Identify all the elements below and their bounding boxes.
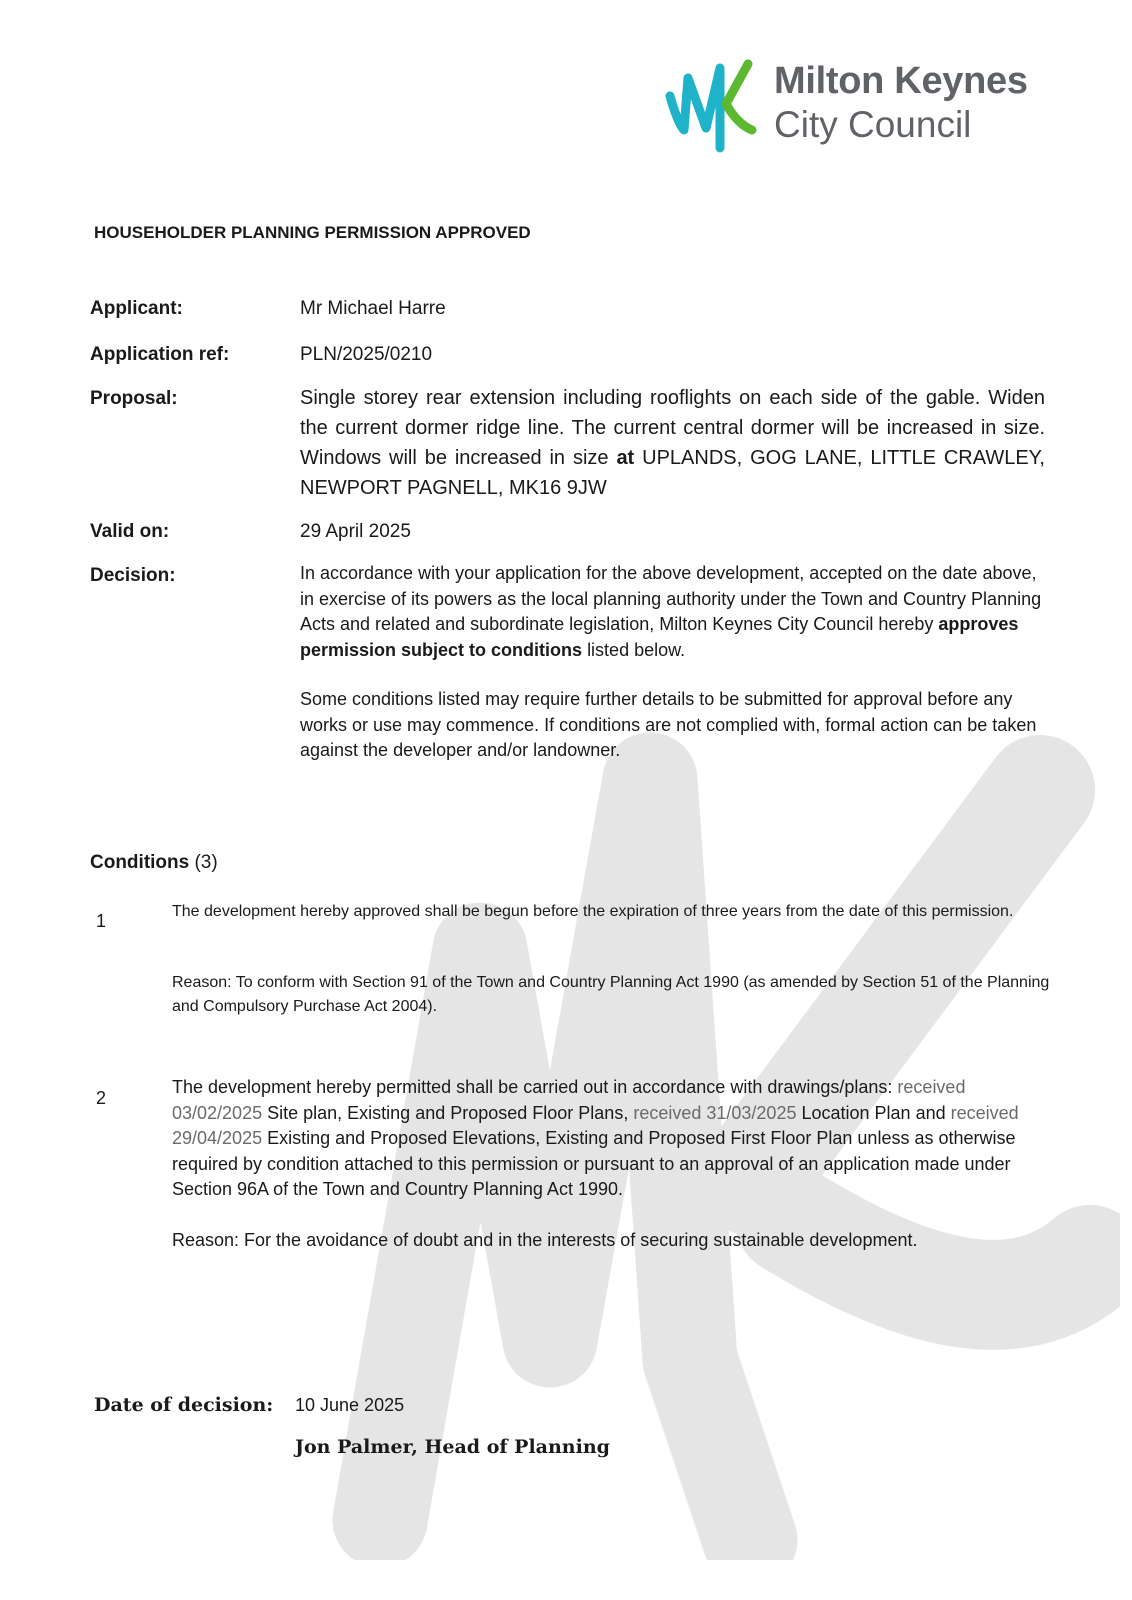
proposal-text [300,383,1045,503]
document-heading: HOUSEHOLDER PLANNING PERMISSION APPROVED [94,223,531,242]
proposal-at: at [616,447,635,469]
conditions-count: (3) [194,852,218,873]
condition-1-number: 1 [96,911,107,931]
mk-logo-mark [662,56,762,156]
signatory: Jon Palmer, Head of Planning [295,1436,610,1458]
condition-2-received-2: received 31/03/2025 [633,1102,797,1123]
decision-paragraph-1 [300,561,1045,663]
logo-text-line2: City Council [774,104,972,145]
conditions-title [90,852,218,874]
proposal-label: Proposal: [90,388,178,409]
decision-paragraph-2: Some conditions listed may require further details to be submitted for approval before any works or use may commence. If conditions are not complied with, formal action can be taken against the developer and/or landowner. [300,689,1037,760]
decision-p1-bold: approves permission subject to conditions [300,614,1019,660]
date-of-decision-value: 10 June 2025 [295,1395,405,1415]
valid-on-label: Valid on: [90,521,170,542]
condition-2-reason: Reason: For the avoidance of doubt and in the interests of securing sustainable development. [172,1230,918,1250]
app-ref-value: PLN/2025/0210 [300,344,433,365]
logo-k-stroke [726,64,752,130]
condition-2-received-1: received 03/02/2025 [172,1077,966,1123]
council-logo [668,56,1058,156]
condition-1-reason: Reason: To conform with Section 91 of the Town and Country Planning Act 1990 (as amended by Section 51 of the Planning and Compulsory Purchase Act 2004). [172,974,1050,1015]
condition-2-number: 2 [96,1088,107,1108]
condition-2-t3: Location Plan and [801,1102,946,1123]
condition-2-t2: Site plan, Existing and Proposed Floor Plans, [267,1102,629,1123]
date-of-decision-label: Date of decision: [94,1394,274,1416]
condition-2-t1: The development hereby permitted shall be carried out in accordance with drawings/plans: [172,1077,893,1097]
valid-on-value: 29 April 2025 [300,521,411,542]
applicant-value: Mr Michael Harre [300,298,446,319]
decision-p1-start: In accordance with your application for the above development, accepted on the date above, in exercise of its powers as the local planning authority under the Town and Country Planning Acts and related and subordinate legislation, Milton Keynes City Council hereby [300,563,1042,634]
conditions-title-text: Conditions [90,852,190,873]
decision-p1-end: listed below. [587,639,686,660]
condition-2-text [172,1075,1052,1203]
proposal-address: UPLANDS, GOG LANE, LITTLE CRAWLEY, NEWPORT PAGNELL, MK16 9JW [300,447,1045,499]
applicant-label: Applicant: [90,298,183,319]
condition-2-received-3: received 29/04/2025 [172,1102,1019,1148]
condition-1-text: The development hereby approved shall be begun before the expiration of three years from the date of this permission. [172,903,1014,920]
logo-text-line1: Milton Keynes [774,60,1028,102]
decision-label: Decision: [90,565,176,586]
logo-m-stroke [670,68,720,148]
proposal-description: Single storey rear extension including rooflights on each side of the gable. Widen the current dormer ridge line. The current central dormer will be increased in size. Windows will be increased in size [300,387,1045,469]
app-ref-label: Application ref: [90,344,230,365]
condition-2-t4: Existing and Proposed Elevations, Existing and Proposed First Floor Plan unless as otherwise required by condition attached to this permission or pursuant to an approval of an application made under Section 96A of the Town and Country Planning Act 1990. [172,1128,1016,1199]
